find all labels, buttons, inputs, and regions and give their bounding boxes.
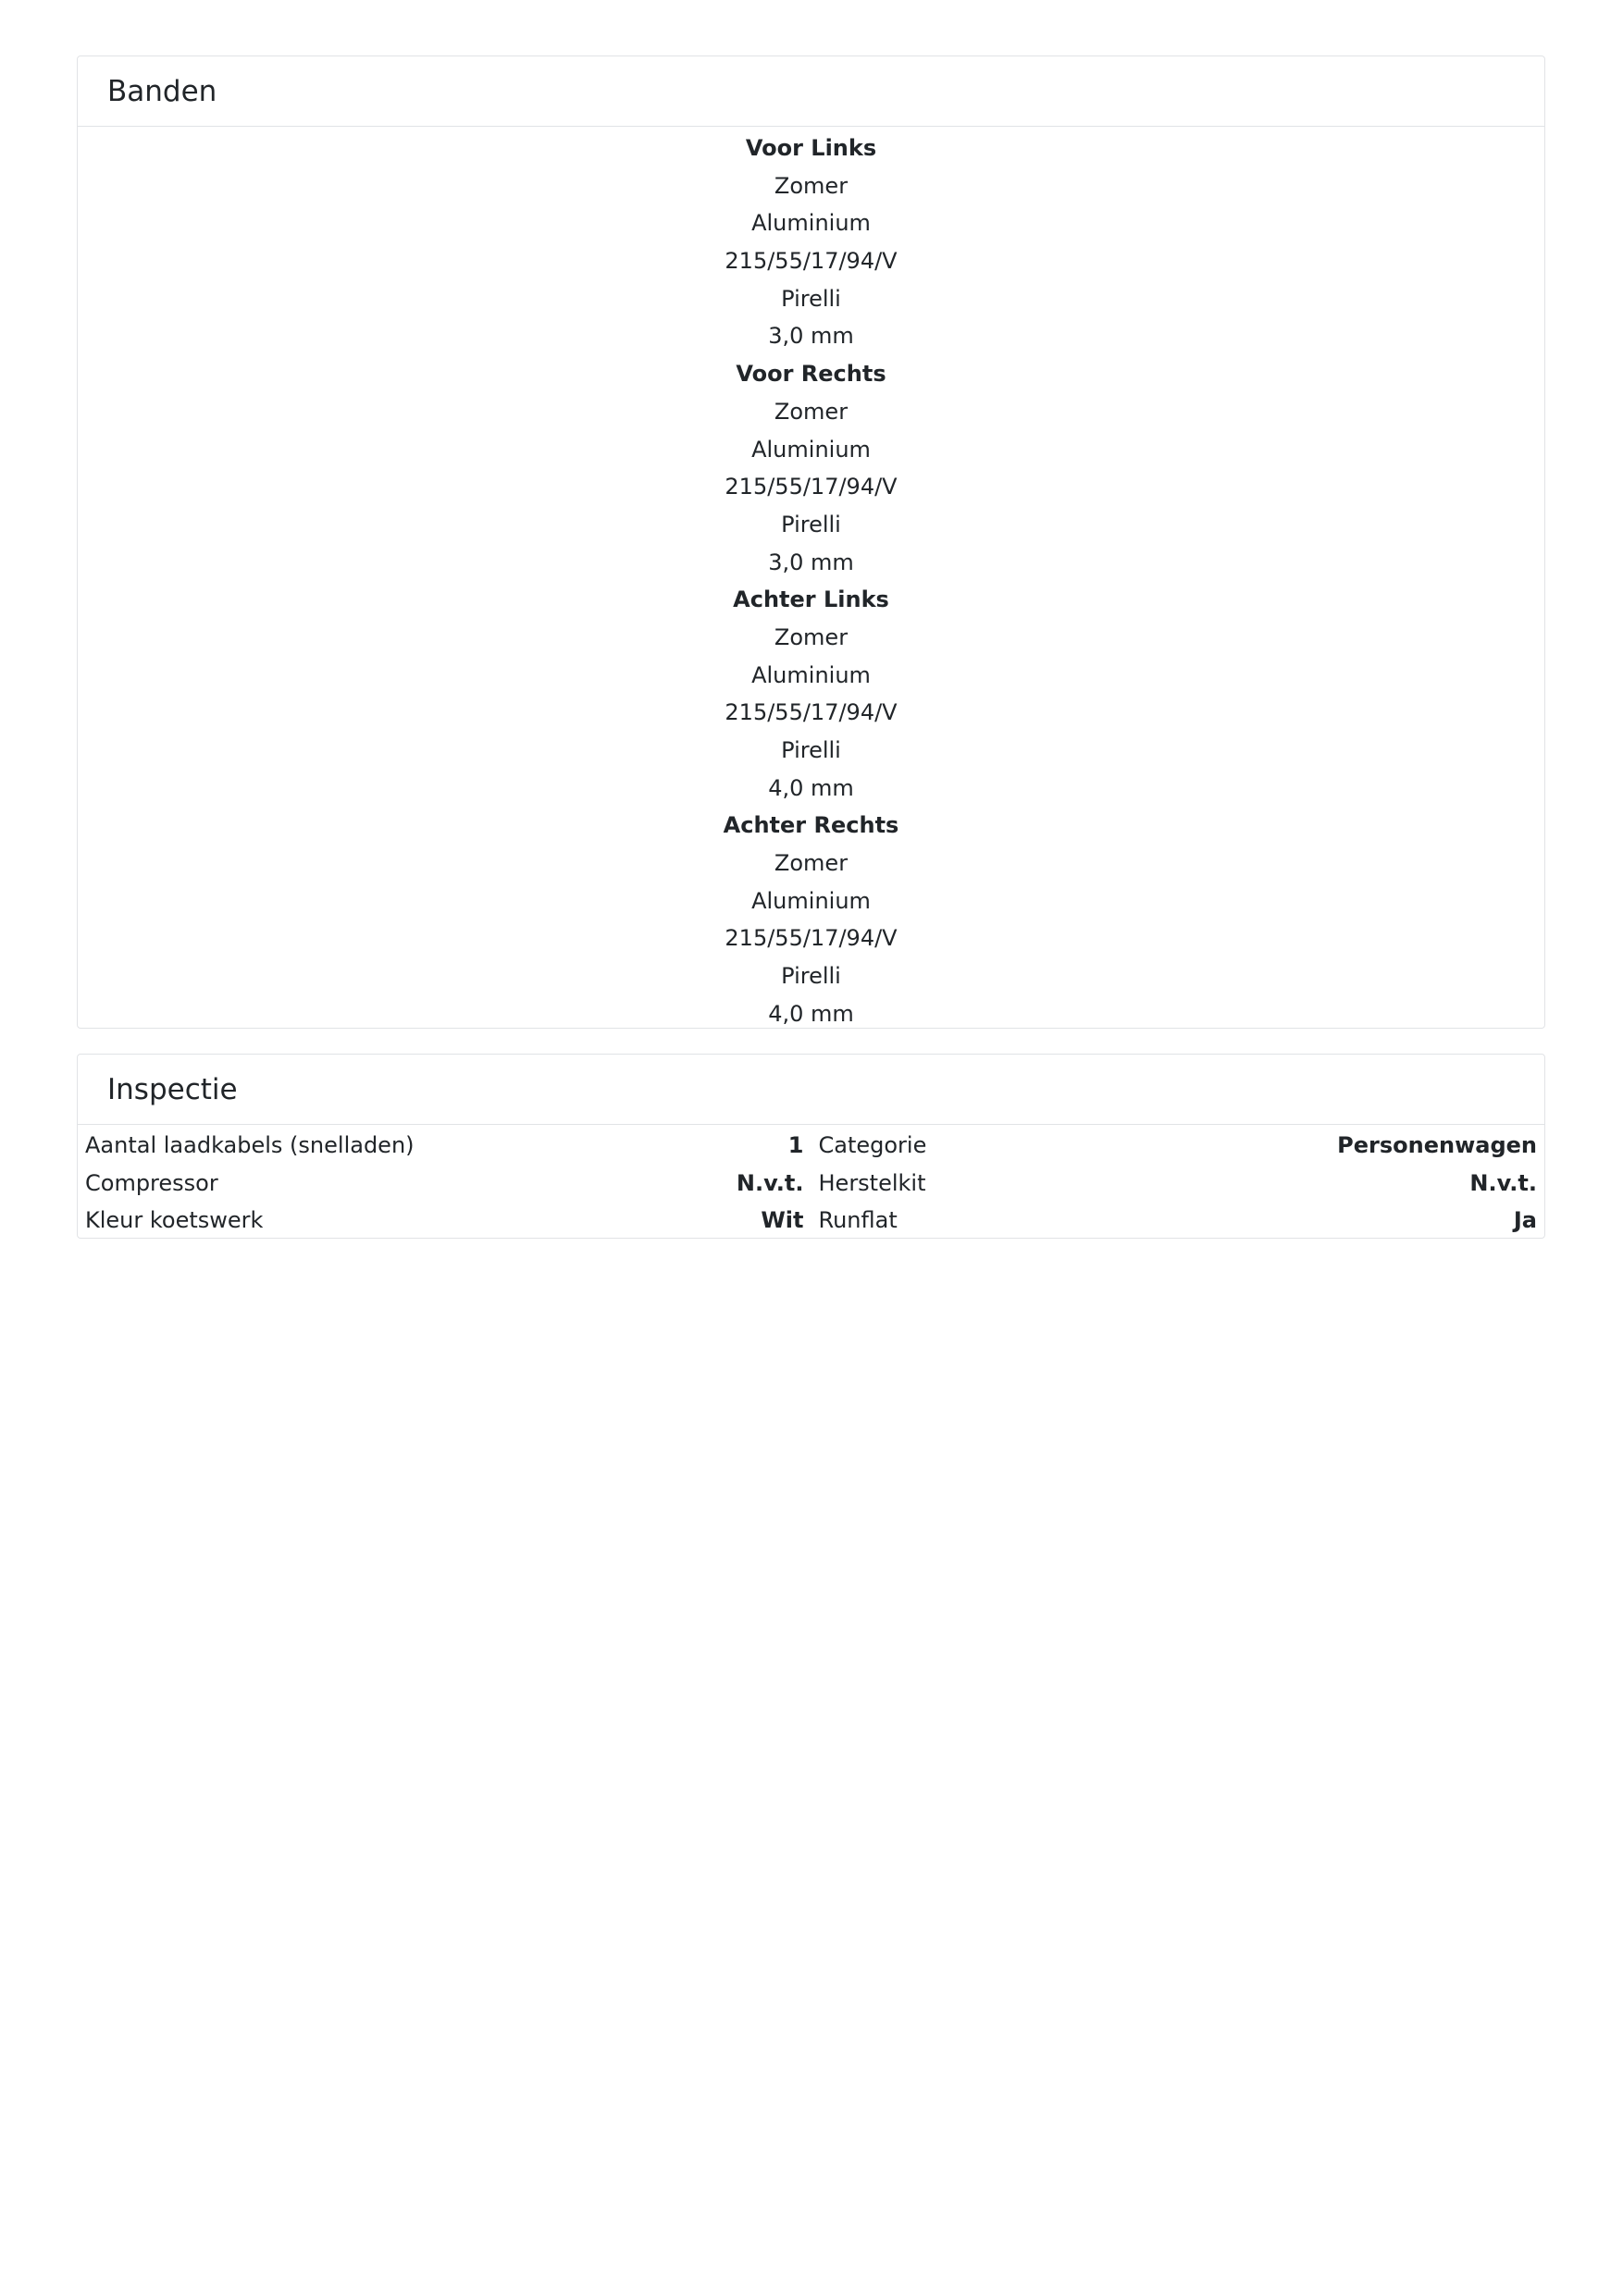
tire-season: Zomer: [774, 398, 849, 425]
inspection-item: [85, 1202, 804, 1240]
tire-size: 215/55/17/94/V: [725, 248, 898, 275]
inspection-item: [819, 1165, 1538, 1203]
inspection-item: [819, 1202, 1538, 1240]
tire-rim: Aluminium: [751, 661, 871, 688]
inspection-item: [819, 1127, 1538, 1165]
tire-size: 215/55/17/94/V: [725, 474, 898, 500]
inspection-value: N.v.t.: [736, 1169, 804, 1196]
inspection-grid: [78, 1125, 1544, 1240]
inspection-label: Compressor: [85, 1169, 218, 1196]
tires-card: [77, 56, 1545, 1029]
inspection-label: Herstelkit: [818, 1169, 926, 1196]
tire-brand: Pirelli: [781, 963, 841, 990]
tire-season: Zomer: [774, 850, 849, 877]
inspection-value: 1: [787, 1132, 804, 1158]
tire-brand: Pirelli: [781, 285, 841, 312]
tire-position-name: Voor Links: [745, 135, 877, 161]
tire-tread: 3,0 mm: [768, 549, 854, 575]
inspection-item: [85, 1127, 804, 1165]
tire-position-name: Achter Links: [733, 586, 889, 613]
inspection-value: N.v.t.: [1469, 1169, 1537, 1196]
tire-tread: 4,0 mm: [768, 774, 854, 801]
tire-tread: 3,0 mm: [768, 323, 854, 350]
tire-season: Zomer: [774, 623, 849, 650]
inspection-item: [85, 1165, 804, 1203]
tire-position-name: Voor Rechts: [736, 361, 886, 388]
tire-rim: Aluminium: [751, 436, 871, 463]
inspection-label: Kleur koetswerk: [85, 1207, 264, 1233]
inspection-title: Inspectie: [78, 1055, 1544, 1125]
tire-tread: 4,0 mm: [768, 1000, 854, 1027]
tires-title: Banden: [78, 56, 1544, 127]
tire-rim: Aluminium: [751, 210, 871, 237]
tire-brand: Pirelli: [781, 737, 841, 763]
inspection-value: Personenwagen: [1337, 1132, 1537, 1158]
tire-brand: Pirelli: [781, 511, 841, 537]
tire-season: Zomer: [774, 172, 849, 199]
inspection-value: Wit: [761, 1207, 804, 1233]
inspection-label: Aantal laadkabels (snelladen): [85, 1132, 415, 1158]
inspection-value: Ja: [1513, 1207, 1537, 1233]
inspection-label: Runflat: [818, 1207, 898, 1233]
tire-list: [78, 127, 1544, 1033]
tire-position-name: Achter Rechts: [723, 812, 899, 839]
inspection-label: Categorie: [818, 1132, 927, 1158]
tire-size: 215/55/17/94/V: [725, 699, 898, 726]
tire-size: 215/55/17/94/V: [725, 925, 898, 952]
inspection-card: [77, 1054, 1545, 1239]
tire-rim: Aluminium: [751, 887, 871, 914]
